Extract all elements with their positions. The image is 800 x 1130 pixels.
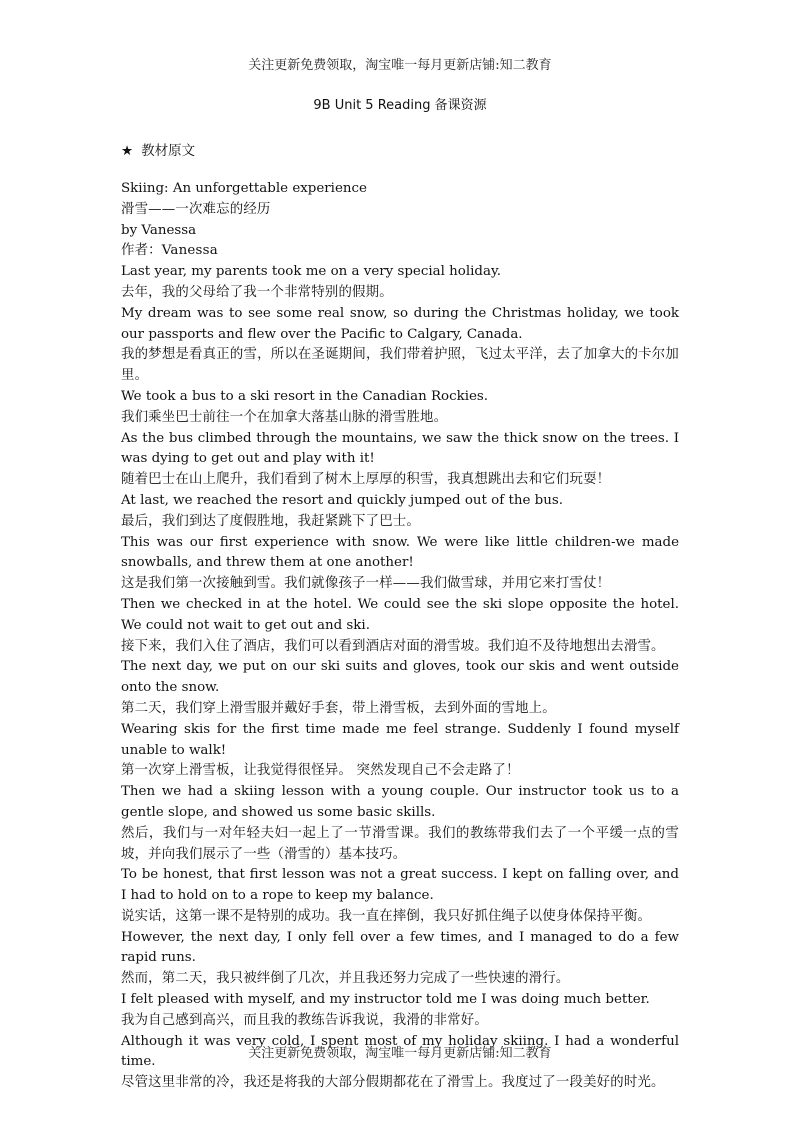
paragraph-english: Wearing skis for the first time made me feel strange. Suddenly I found myself unable to walk!: [121, 721, 679, 758]
paragraph-english: Then we checked in at the hotel. We could see the ski slope opposite the hotel. We could not wait to get out and ski.: [121, 596, 679, 633]
paragraph-english: Although it was very cold, I spent most of my holiday skiing. I had a wonderful time.: [121, 1033, 679, 1070]
paragraph-chinese: 去年，我的父母给了我一个非常特别的假期。: [121, 284, 393, 300]
paragraph-chinese: 滑雪——一次难忘的经历: [121, 201, 271, 217]
paragraph-english: by Vanessa: [121, 222, 197, 238]
paragraph-chinese: 然而，第二天，我只被绊倒了几次，并且我还努力完成了一些快速的滑行。: [121, 971, 570, 987]
paragraph-chinese: 然后，我们与一对年轻夫妇一起上了一节滑雪课。我们的教练带我们去了一个平缓一点的雪坡，并向我们展示了一些（滑雪的）基本技巧。: [121, 825, 679, 862]
paragraph-chinese: 我的梦想是看真正的雪，所以在圣诞期间，我们带着护照，飞过太平洋，去了加拿大的卡尔加里。: [121, 347, 679, 384]
paragraph-english: As the bus climbed through the mountains, we saw the thick snow on the trees. I was dying to get out and play with it!: [121, 430, 679, 467]
paragraph-english: At last, we reached the resort and quickly jumped out of the bus.: [121, 492, 563, 508]
paragraph-english: My dream was to see some real snow, so during the Christmas holiday, we took our passports and flew over the Pacific to Calgary, Canada.: [121, 305, 679, 342]
paragraph-english: The next day, we put on our ski suits and gloves, took our skis and went outside onto the snow.: [121, 659, 679, 696]
paragraph-chinese: 随着巴士在山上爬升，我们看到了树木上厚厚的积雪，我真想跳出去和它们玩耍！: [121, 472, 611, 488]
paragraph-english: I felt pleased with myself, and my instructor told me I was doing much better.: [121, 992, 650, 1008]
paragraph-english: We took a bus to a ski resort in the Canadian Rockies.: [121, 388, 489, 404]
section-heading: [121, 141, 195, 161]
paragraph-chinese: 我们乘坐巴士前往一个在加拿大落基山脉的滑雪胜地。: [121, 409, 448, 425]
paragraph-chinese: 最后，我们到达了度假胜地，我赶紧跳下了巴士。: [121, 513, 420, 529]
paragraph-chinese: 第二天，我们穿上滑雪服并戴好手套，带上滑雪板，去到外面的雪地上。: [121, 700, 556, 716]
document-body: [121, 179, 679, 1094]
paragraph-chinese: 接下来，我们入住了酒店，我们可以看到酒店对面的滑雪坡。我们迫不及待地想出去滑雪。: [121, 638, 665, 654]
header-note: 关注更新免费领取，淘宝唯一每月更新店铺:知二教育: [248, 58, 552, 73]
paragraph-chinese: 这是我们第一次接触到雪。我们就像孩子一样——我们做雪球，并用它来打雪仗！: [121, 576, 611, 592]
section-heading-label: 教材原文: [141, 143, 196, 159]
paragraph-english: Then we had a skiing lesson with a young couple. Our instructor took us to a gentle slope, and showed us some basic skills.: [121, 784, 679, 820]
paragraph-chinese: 尽管这里非常的冷，我还是将我的大部分假期都花在了滑雪上。我度过了一段美好的时光。: [121, 1075, 665, 1091]
footer-note: 关注更新免费领取，淘宝唯一每月更新店铺:知二教育: [248, 1046, 552, 1061]
paragraph-english: To be honest, that first lesson was not a great success. I kept on falling over, and I had to hold on to a rope to keep my balance.: [121, 867, 679, 904]
paragraph-chinese: 第一次穿上滑雪板，让我觉得很怪异。 突然发现自己不会走路了！: [121, 763, 520, 779]
paragraph-chinese: 作者：Vanessa: [121, 243, 218, 259]
paragraph-chinese: 说实话，这第一课不是特别的成功。我一直在摔倒，我只好抓住绳子以使身体保持平衡。: [121, 908, 652, 924]
paragraph-chinese: 我为自己感到高兴，而且我的教练告诉我说，我滑的非常好。: [121, 1012, 488, 1028]
document-title: 9B Unit 5 Reading 备课资源: [313, 98, 487, 113]
paragraph-english: Skiing: An unforgettable experience: [121, 181, 367, 196]
star-icon: ★: [121, 143, 134, 159]
paragraph-english: This was our first experience with snow. We were like little children-we made snowballs, and threw them at one another!: [121, 534, 679, 571]
paragraph-english: Last year, my parents took me on a very special holiday.: [121, 264, 502, 280]
paragraph-english: However, the next day, I only fell over a few times, and I managed to do a few rapid runs.: [121, 929, 679, 966]
